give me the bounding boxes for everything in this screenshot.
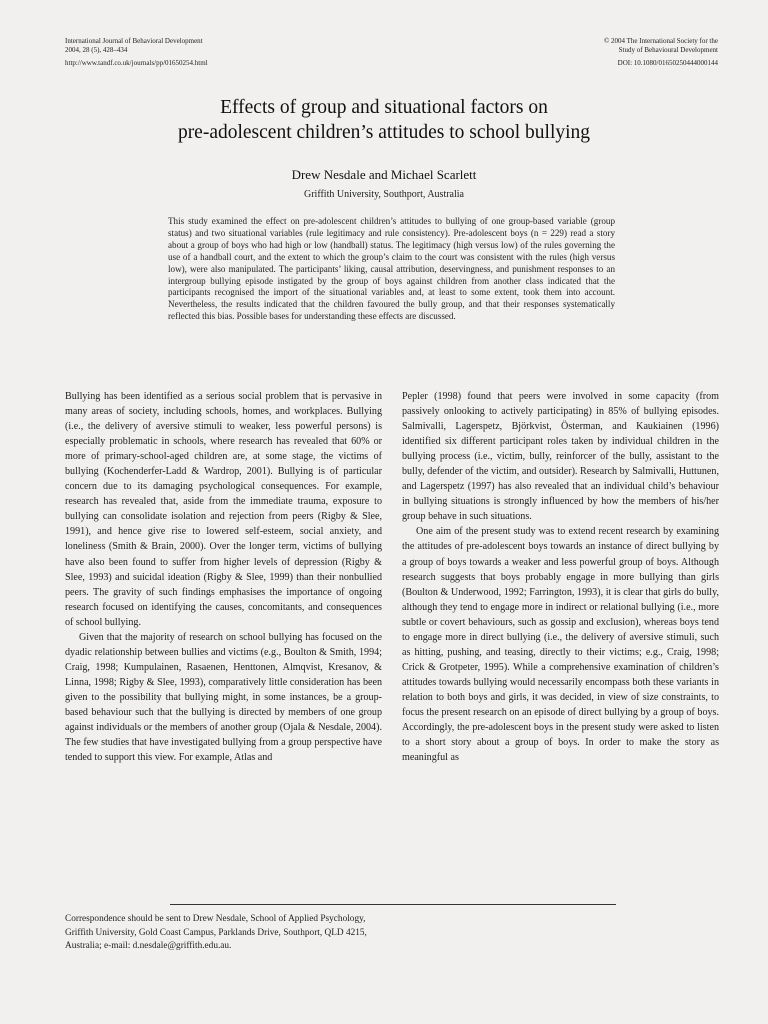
paragraph: Given that the majority of research on school bullying has focused on the dyadic relationship between bullies and victims (e.g., Boulton & Smith, 1994; Craig, 1998; Kumpulainen, Rasaenen, Henttonen, Almqvist, Kresanov, & Linna, 1998; Rigby & Slee, 1993), comparatively little consideration has been given to the possibility that bullying might, in some instances, be a group-based behaviour such that the bullying is directed by members of one group against individuals or the members of another group (Ojala & Nesdale, 2004). The few studies that have investigated bullying from a group perspective have tended to support this view. For example, Atlas and <box>65 631 382 764</box>
copyright-notice <box>604 37 718 55</box>
title-line-2: pre-adolescent children’s attitudes to school bullying <box>177 122 591 143</box>
body-column-left <box>65 389 382 765</box>
copyright-line-2: Study of Behavioural Development <box>618 46 718 54</box>
journal-name: International Journal of Behavioral Development <box>65 37 203 45</box>
abstract: This study examined the effect on pre-adolescent children’s attitudes to bullying of one group-based variable (group status) and two situational variables (rule legitimacy and rule consistency). Pre-adolescent boys (n = 229) read a story about a group of boys who had high or low (handball) status. The legitimacy (high versus low) of the rules governing the use of a handball court, and the extent to which the group’s claim to the court was consistent with the rules (high versus low), were also manipulated. The participants’ liking, causal attribution, deservingness, and punishment responses to an intergroup bullying episode instigated by the group of boys against children from another class indicated that the participants recognised the import of the situational variables and, at least to some extent, took them into account. Nevertheless, the results indicated that the children favoured the bully group, and that their responses systematically reflected this bias. Possible bases for understanding these effects are discussed. <box>168 216 615 322</box>
title-line-1: Effects of group and situational factors on <box>220 97 548 118</box>
journal-citation <box>65 37 203 55</box>
correspondence-footnote: Correspondence should be sent to Drew Nesdale, School of Applied Psychology, Griffith University, Gold Coast Campus, Parklands Drive, Southport, QLD 4215, Australia; e-mail: d.nesdale@griffith.edu.au. <box>65 914 367 951</box>
article-title <box>0 95 768 145</box>
paragraph: Bullying has been identified as a serious social problem that is pervasive in many areas of society, including schools, homes, and workplaces. Bullying (i.e., the delivery of aversive stimuli to weaker, less powerful persons) is especially problematic in schools, where research has revealed that 60% or more of primary-school-aged children are, at some stage, the victims of bullying (Kochenderfer-Ladd & Wardrop, 2001). Bullying is of particular concern due to its damaging psychological consequences. For example, research has revealed that, aside from the immediate trauma, exposure to bullying can consolidate isolation and rejection from peers (Rigby & Slee, 1991), and hence give rise to lowered self-esteem, social anxiety, and loneliness (Smith & Brain, 2000). Over the longer term, victims of bullying have also been found to suffer from higher levels of depression (Rigby & Slee, 1993) and suicidal ideation (Rigby & Slee, 1999) than their nonbullied peers. The gravity of such findings emphasises the importance of ongoing research focused on identifying the causes, concomitants, and consequences of school bullying. <box>65 391 382 628</box>
journal-issue: 2004, 28 (5), 428–434 <box>65 46 128 54</box>
author-affiliation: Griffith University, Southport, Australia <box>304 189 464 200</box>
journal-url[interactable]: http://www.tandf.co.uk/journals/pp/01650254.html <box>65 59 208 67</box>
paragraph: One aim of the present study was to extend recent research by examining the attitudes of pre-adolescent boys towards an instance of direct bullying by a group of boys towards a weaker and less powerful group of boys. Although research suggests that boys probably engage in more bullying than girls (Boulton & Underwood, 1992; Farrington, 1993), it is clear that girls do bully, although they tend to engage more in indirect or relational bullying (i.e., more subtle or covert behaviours, such as gossip and exclusion), whereas boys tend to engage more in direct bullying (i.e., the delivery of aversive stimuli, such as hitting, pushing, and teasing, directly to their victims; e.g., Craig, 1998; Crick & Grotpeter, 1995). While a comprehensive examination of children’s attitudes towards bullying would necessarily encompass both these variants in relation to both boys and girls, it was decided, in view of size constraints, to focus the present research on an episode of direct bullying by a group of boys. Accordingly, the pre-adolescent boys in the present study were asked to listen to a short story about a group of boys. In order to make the story as meaningful as <box>402 526 719 764</box>
body-column-right <box>402 389 719 765</box>
paragraph: Pepler (1998) found that peers were involved in some capacity (from passively onlooking to actively participating) in 85% of bullying episodes. Salmivalli, Lagerspetz, Björkvist, Österman, and Kaukiainen (1996) identified six different participant roles taken by individual children in the bullying process (i.e., victim, bully, reinforcer of the bully, assistant to the bully, defender of the victim, and outsider). Research by Salmivalli, Huttunen, and Lagerspetz (1997) has also revealed that an individual child’s behaviour in bullying situations is strongly influenced by how the members of his/her group behave in such situations. <box>402 391 719 523</box>
copyright-line-1: © 2004 The International Society for the <box>603 37 718 45</box>
author-list: Drew Nesdale and Michael Scarlett <box>291 167 477 182</box>
footnote-divider <box>170 904 616 905</box>
doi[interactable]: DOI: 10.1080/01650250444000144 <box>617 59 718 67</box>
